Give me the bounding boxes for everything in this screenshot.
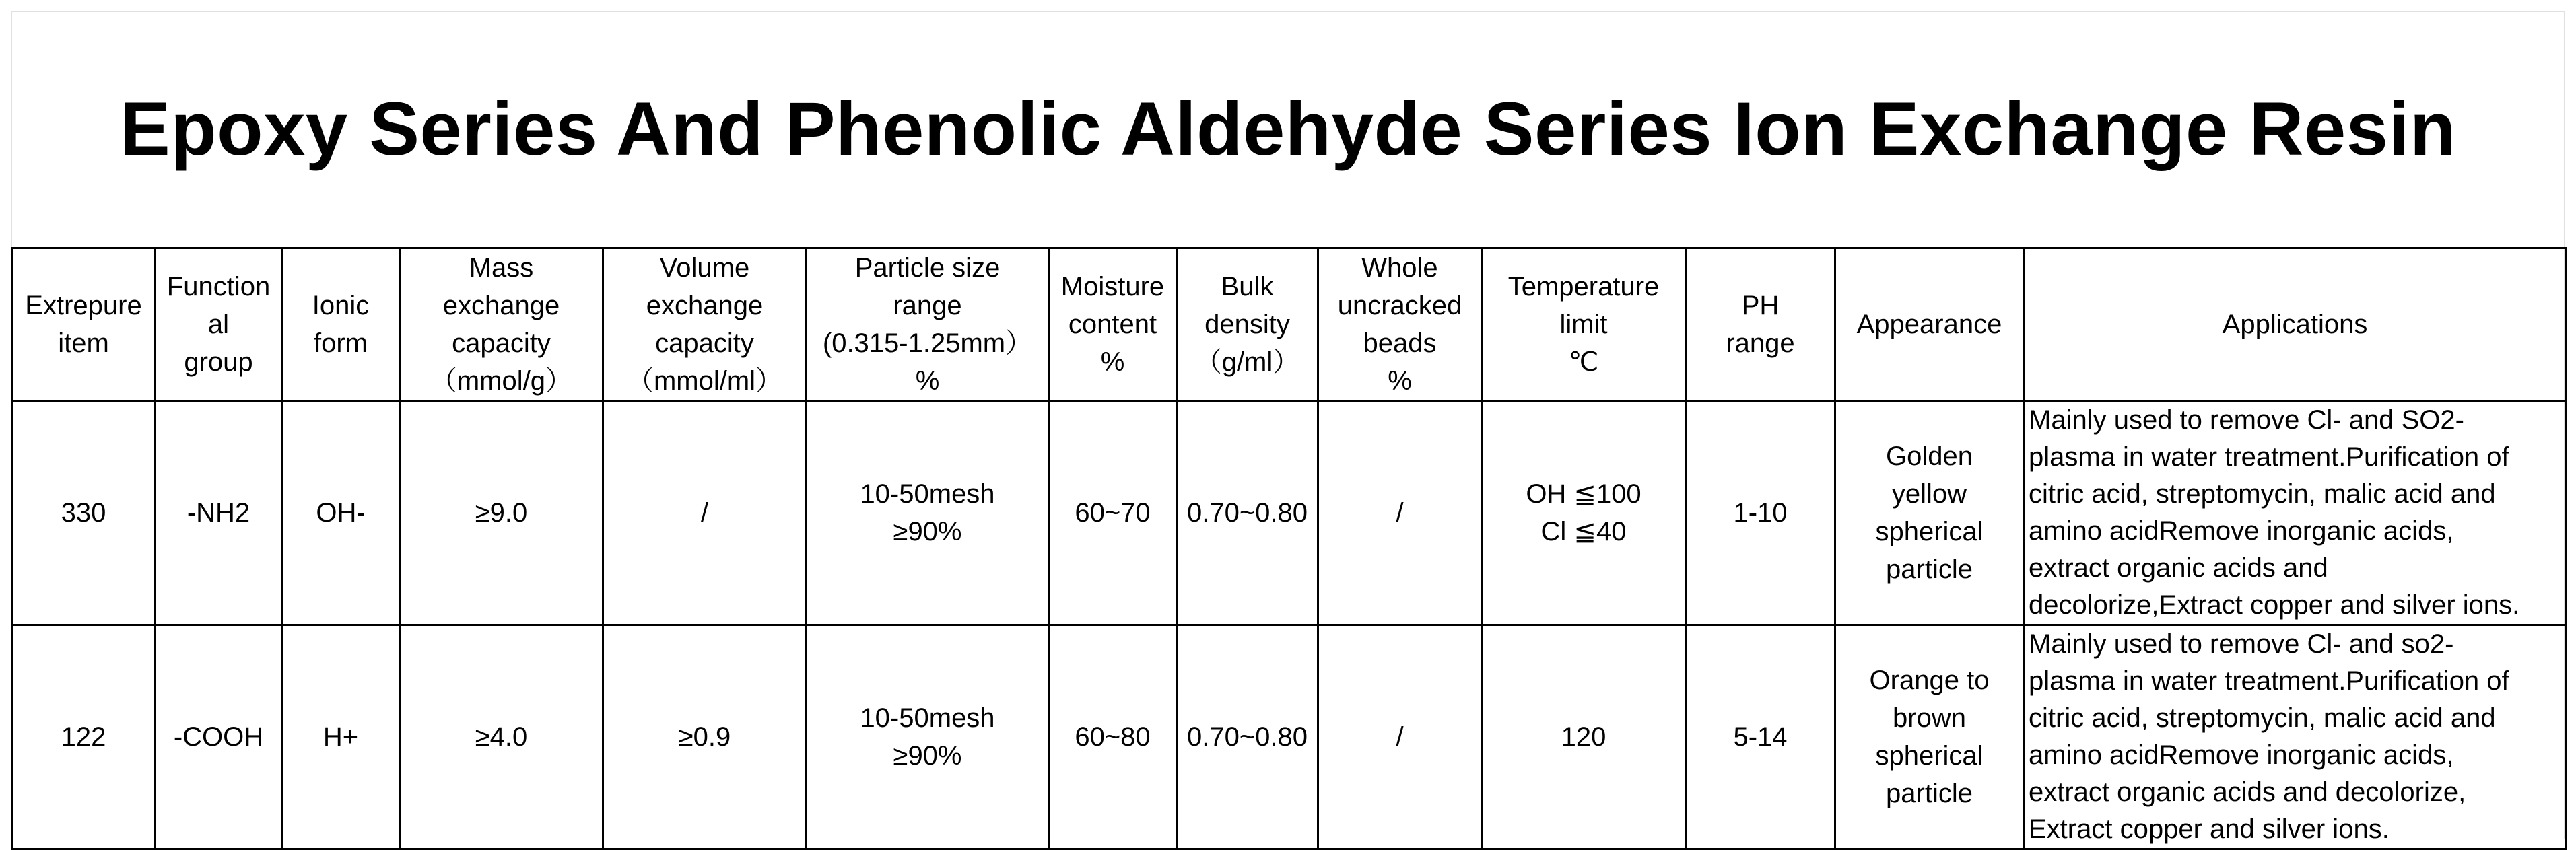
table-row <box>12 625 2567 849</box>
header-appearance: Appearance <box>1835 248 2024 401</box>
header-moisture: Moisture content % <box>1049 248 1177 401</box>
cell-bulk-density: 0.70~0.80 <box>1177 625 1318 849</box>
header-volume-capacity: Volume exchange capacity （mmol/ml） <box>603 248 807 401</box>
cell-item: 330 <box>12 401 156 625</box>
cell-volume-capacity: ≥0.9 <box>603 625 807 849</box>
cell-mass-capacity: ≥9.0 <box>400 401 603 625</box>
cell-ionic-form: H+ <box>282 625 400 849</box>
cell-moisture: 60~70 <box>1049 401 1177 625</box>
header-row <box>12 248 2567 401</box>
cell-particle-size: 10-50mesh ≥90% <box>807 625 1049 849</box>
cell-ionic-form: OH- <box>282 401 400 625</box>
cell-temperature: 120 <box>1482 625 1686 849</box>
table-row <box>12 401 2567 625</box>
cell-ph: 5-14 <box>1686 625 1835 849</box>
cell-appearance: Golden yellow spherical particle <box>1835 401 2024 625</box>
cell-functional-group: -NH2 <box>156 401 282 625</box>
cell-bulk-density: 0.70~0.80 <box>1177 401 1318 625</box>
header-bulk-density: Bulk density （g/ml） <box>1177 248 1318 401</box>
cell-volume-capacity: / <box>603 401 807 625</box>
cell-moisture: 60~80 <box>1049 625 1177 849</box>
page-title: Epoxy Series And Phenolic Aldehyde Series Ion Exchange Resin <box>120 86 2456 171</box>
cell-whole-beads: / <box>1318 401 1482 625</box>
header-item: Extrepure item <box>12 248 156 401</box>
cell-functional-group: -COOH <box>156 625 282 849</box>
cell-applications: Mainly used to remove Cl- and SO2- plasma in water treatment.Purification of citric acid, streptomycin, malic acid and amino acidRemove inorganic acids, extract organic acids and decolorize,Extract copper and silver ions. <box>2024 401 2567 625</box>
cell-whole-beads: / <box>1318 625 1482 849</box>
header-applications: Applications <box>2024 248 2567 401</box>
cell-ph: 1-10 <box>1686 401 1835 625</box>
header-mass-capacity: Mass exchange capacity （mmol/g） <box>400 248 603 401</box>
header-temperature: Temperature limit ℃ <box>1482 248 1686 401</box>
cell-applications: Mainly used to remove Cl- and so2- plasma in water treatment.Purification of citric acid, streptomycin, malic acid and amino acidRemove inorganic acids, extract organic acids and decolorize, Extract copper and silver ions. <box>2024 625 2567 849</box>
header-ionic-form: Ionic form <box>282 248 400 401</box>
cell-mass-capacity: ≥4.0 <box>400 625 603 849</box>
header-ph: PH range <box>1686 248 1835 401</box>
cell-temperature: OH ≦100 Cl ≦40 <box>1482 401 1686 625</box>
header-functional-group: Function al group <box>156 248 282 401</box>
resin-spec-table <box>11 247 2567 850</box>
cell-particle-size: 10-50mesh ≥90% <box>807 401 1049 625</box>
cell-appearance: Orange to brown spherical particle <box>1835 625 2024 849</box>
header-whole-beads: Whole uncracked beads % <box>1318 248 1482 401</box>
cell-item: 122 <box>12 625 156 849</box>
header-particle-size: Particle size range (0.315-1.25mm） % <box>807 248 1049 401</box>
